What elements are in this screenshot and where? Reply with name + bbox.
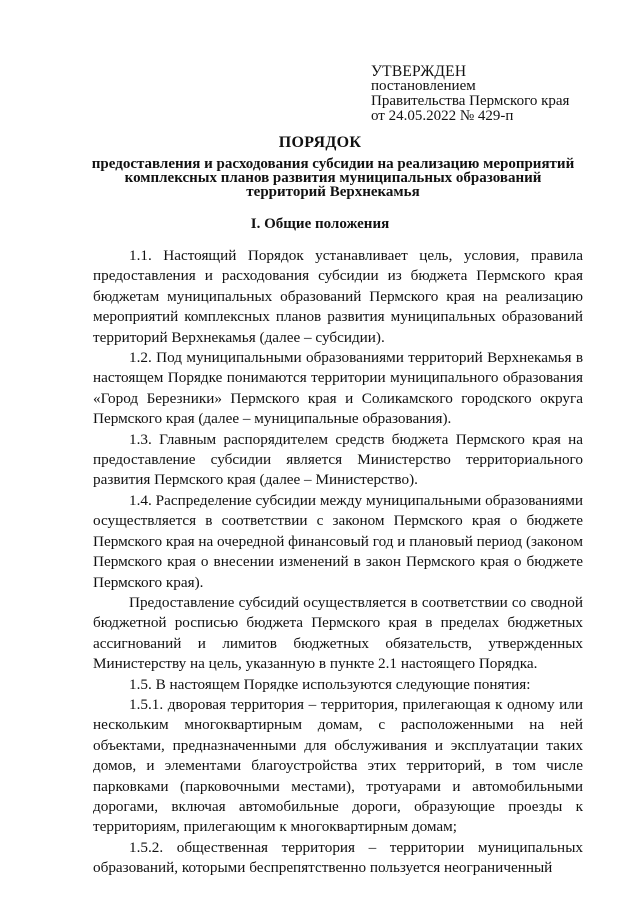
approval-block: [371, 64, 611, 124]
paragraph-1-5: 1.5. В настоящем Порядке используются следующие понятия:: [129, 675, 531, 693]
approval-stamp: УТВЕРЖДЕН: [371, 63, 467, 80]
document-subtitle: предоставления и расходования субсидии на реализацию мероприятий комплексных планов развития муниципальных образований территорий Верхнекамья: [91, 156, 575, 200]
paragraph-1-4: 1.4. Распределение субсидии между муниципальными образованиями осуществляется в соответствии с законом Пермского края о бюджете Пермского края на очередной финансовый год и плановый период (законом Пермского края о внесении изменений в закон Пермского края о бюджете Пермского края).: [93, 491, 583, 591]
section-heading: I. Общие положения: [250, 216, 390, 232]
approval-line-2: Правительства Пермского края: [371, 93, 570, 109]
paragraph-budget: Предоставление субсидий осуществляется в соответствии со сводной бюджетной росписью бюджета Пермского края в пределах бюджетных ассигнований и лимитов бюджетных обязательств, утвержденных Министерству на цель, указанную в пункте 2.1 настоящего Порядка.: [93, 593, 583, 673]
approval-line-1: постановлением: [371, 78, 476, 94]
document-title: ПОРЯДОК: [278, 134, 362, 151]
paragraph-1-5-2: 1.5.2. общественная территория – территории муниципальных образований, которыми беспрепятственно пользуется неограниченный: [93, 838, 583, 877]
paragraph-1-3: 1.3. Главным распорядителем средств бюджета Пермского края на предоставление субсидии является Министерство территориального развития Пермского края (далее – Министерство).: [93, 430, 583, 489]
paragraph-1-2: 1.2. Под муниципальными образованиями территорий Верхнекамья в настоящем Порядке понимаются территории муниципального образования «Город Березники» Пермского края и Соликамского городского округа Пермского края (далее – муниципальные образования).: [93, 349, 583, 428]
paragraph-1-1: 1.1. Настоящий Порядок устанавливает цель, условия, правила предоставления и расходования субсидии из бюджета Пермского края бюджетам муниципальных образований Пермского края на реализацию мероприятий комплексных планов развития муниципальных образований территорий Верхнекамья (далее – субсидии).: [93, 247, 583, 346]
document-body: [93, 246, 583, 879]
approval-line-3: от 24.05.2022 № 429-п: [371, 108, 514, 124]
paragraph-1-5-1: 1.5.1. дворовая территория – территория, прилегающая к одному или нескольким многоквартирным домам, с расположенными на ней объектами, предназначенными для обслуживания и эксплуатации таких домов, и элементами благоустройства этих территорий, в том числе парковками (парковочными местами), тротуарами и автомобильными дорогами, включая автомобильные дороги, образующие проезды к территориям, прилегающим к многоквартирным домам;: [93, 695, 583, 836]
